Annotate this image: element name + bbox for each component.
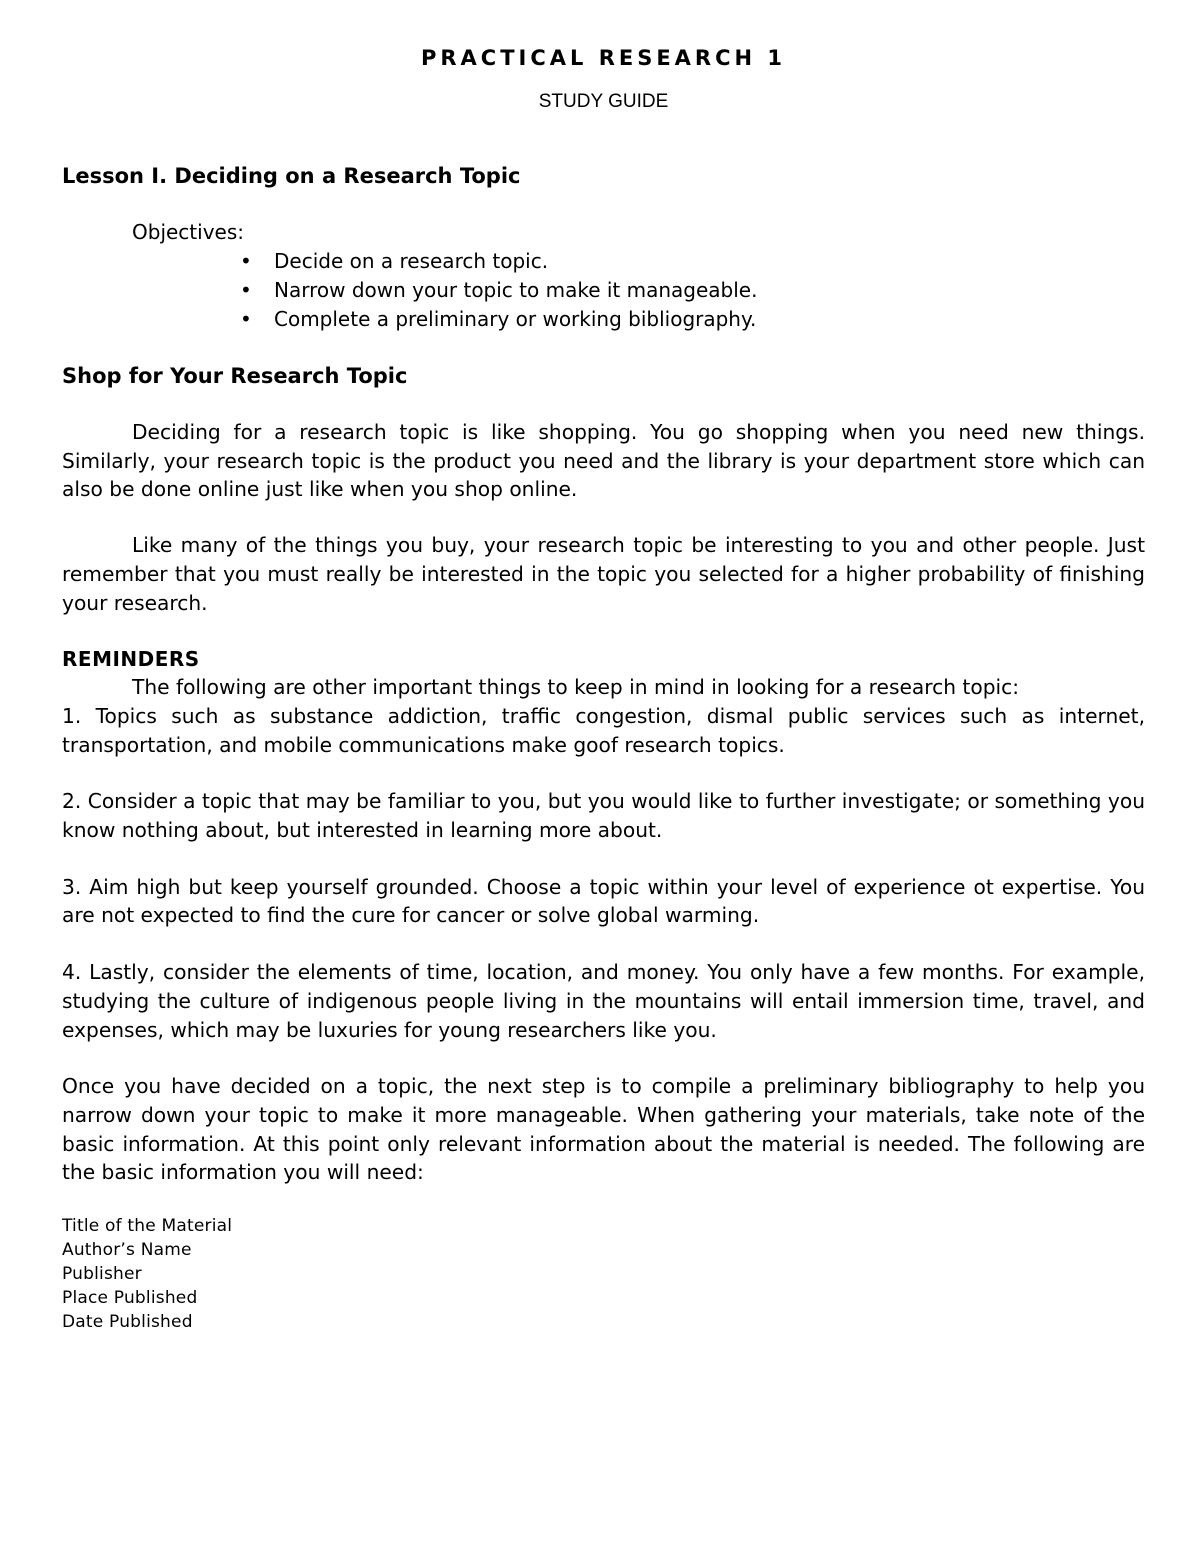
document-page — [62, 44, 1145, 1334]
document-subtitle: STUDY GUIDE — [538, 91, 669, 112]
basic-information-item: Publisher — [62, 1264, 142, 1285]
basic-information-list — [62, 1214, 1145, 1334]
objective-item: • Complete a preliminary or working bibliography. — [274, 305, 1145, 334]
lesson-heading: Lesson I. Deciding on a Research Topic — [62, 164, 521, 188]
reminder-item: 3. Aim high but keep yourself grounded. Choose a topic within your level of experience ot expertise. You are not expected to find the cure for cancer or solve global warming. — [62, 874, 1145, 928]
shop-heading: Shop for Your Research Topic — [62, 364, 408, 388]
objective-item: • Narrow down your topic to make it manageable. — [274, 276, 1145, 305]
basic-information-item: Title of the Material — [62, 1216, 233, 1237]
basic-information-item: Date Published — [62, 1312, 193, 1333]
objectives-label: Objectives: — [132, 220, 244, 244]
shop-paragraph: Deciding for a research topic is like shopping. You go shopping when you need new things. Similarly, your research topic is the product you need and the library is your department store which can also be done online just like when you shop online. — [62, 420, 1145, 502]
bibliography-paragraph: Once you have decided on a topic, the next step is to compile a preliminary bibliography to help you narrow down your topic to make it more manageable. When gathering your materials, take note of the basic information. At this point only relevant information about the material is needed. The following are the basic information you will need: — [62, 1074, 1145, 1185]
shop-paragraph: Like many of the things you buy, your research topic be interesting to you and other people. Just remember that you must really be interested in the topic you selected for a higher probability of finishing your research. — [62, 533, 1145, 615]
basic-information-item: Author’s Name — [62, 1240, 192, 1261]
document-title: PRACTICAL RESEARCH 1 — [420, 46, 787, 70]
reminder-item: 4. Lastly, consider the elements of time, location, and money. You only have a few months. For example, studying the culture of indigenous people living in the mountains will entail immersion time, travel, and expenses, which may be luxuries for young researchers like you. — [62, 960, 1145, 1042]
objective-item: • Decide on a research topic. — [274, 247, 1145, 276]
reminders-heading: REMINDERS — [62, 647, 200, 672]
reminders-intro: The following are other important things to keep in mind in looking for a research topic: — [132, 675, 1020, 700]
reminder-item: 1. Topics such as substance addiction, traffic congestion, dismal public services such as internet, transportation, and mobile communications make goof research topics. — [62, 703, 1145, 757]
reminder-item: 2. Consider a topic that may be familiar to you, but you would like to further investigate; or something you know nothing about, but interested in learning more about. — [62, 789, 1145, 843]
objectives-list — [62, 247, 1145, 334]
basic-information-item: Place Published — [62, 1288, 198, 1309]
